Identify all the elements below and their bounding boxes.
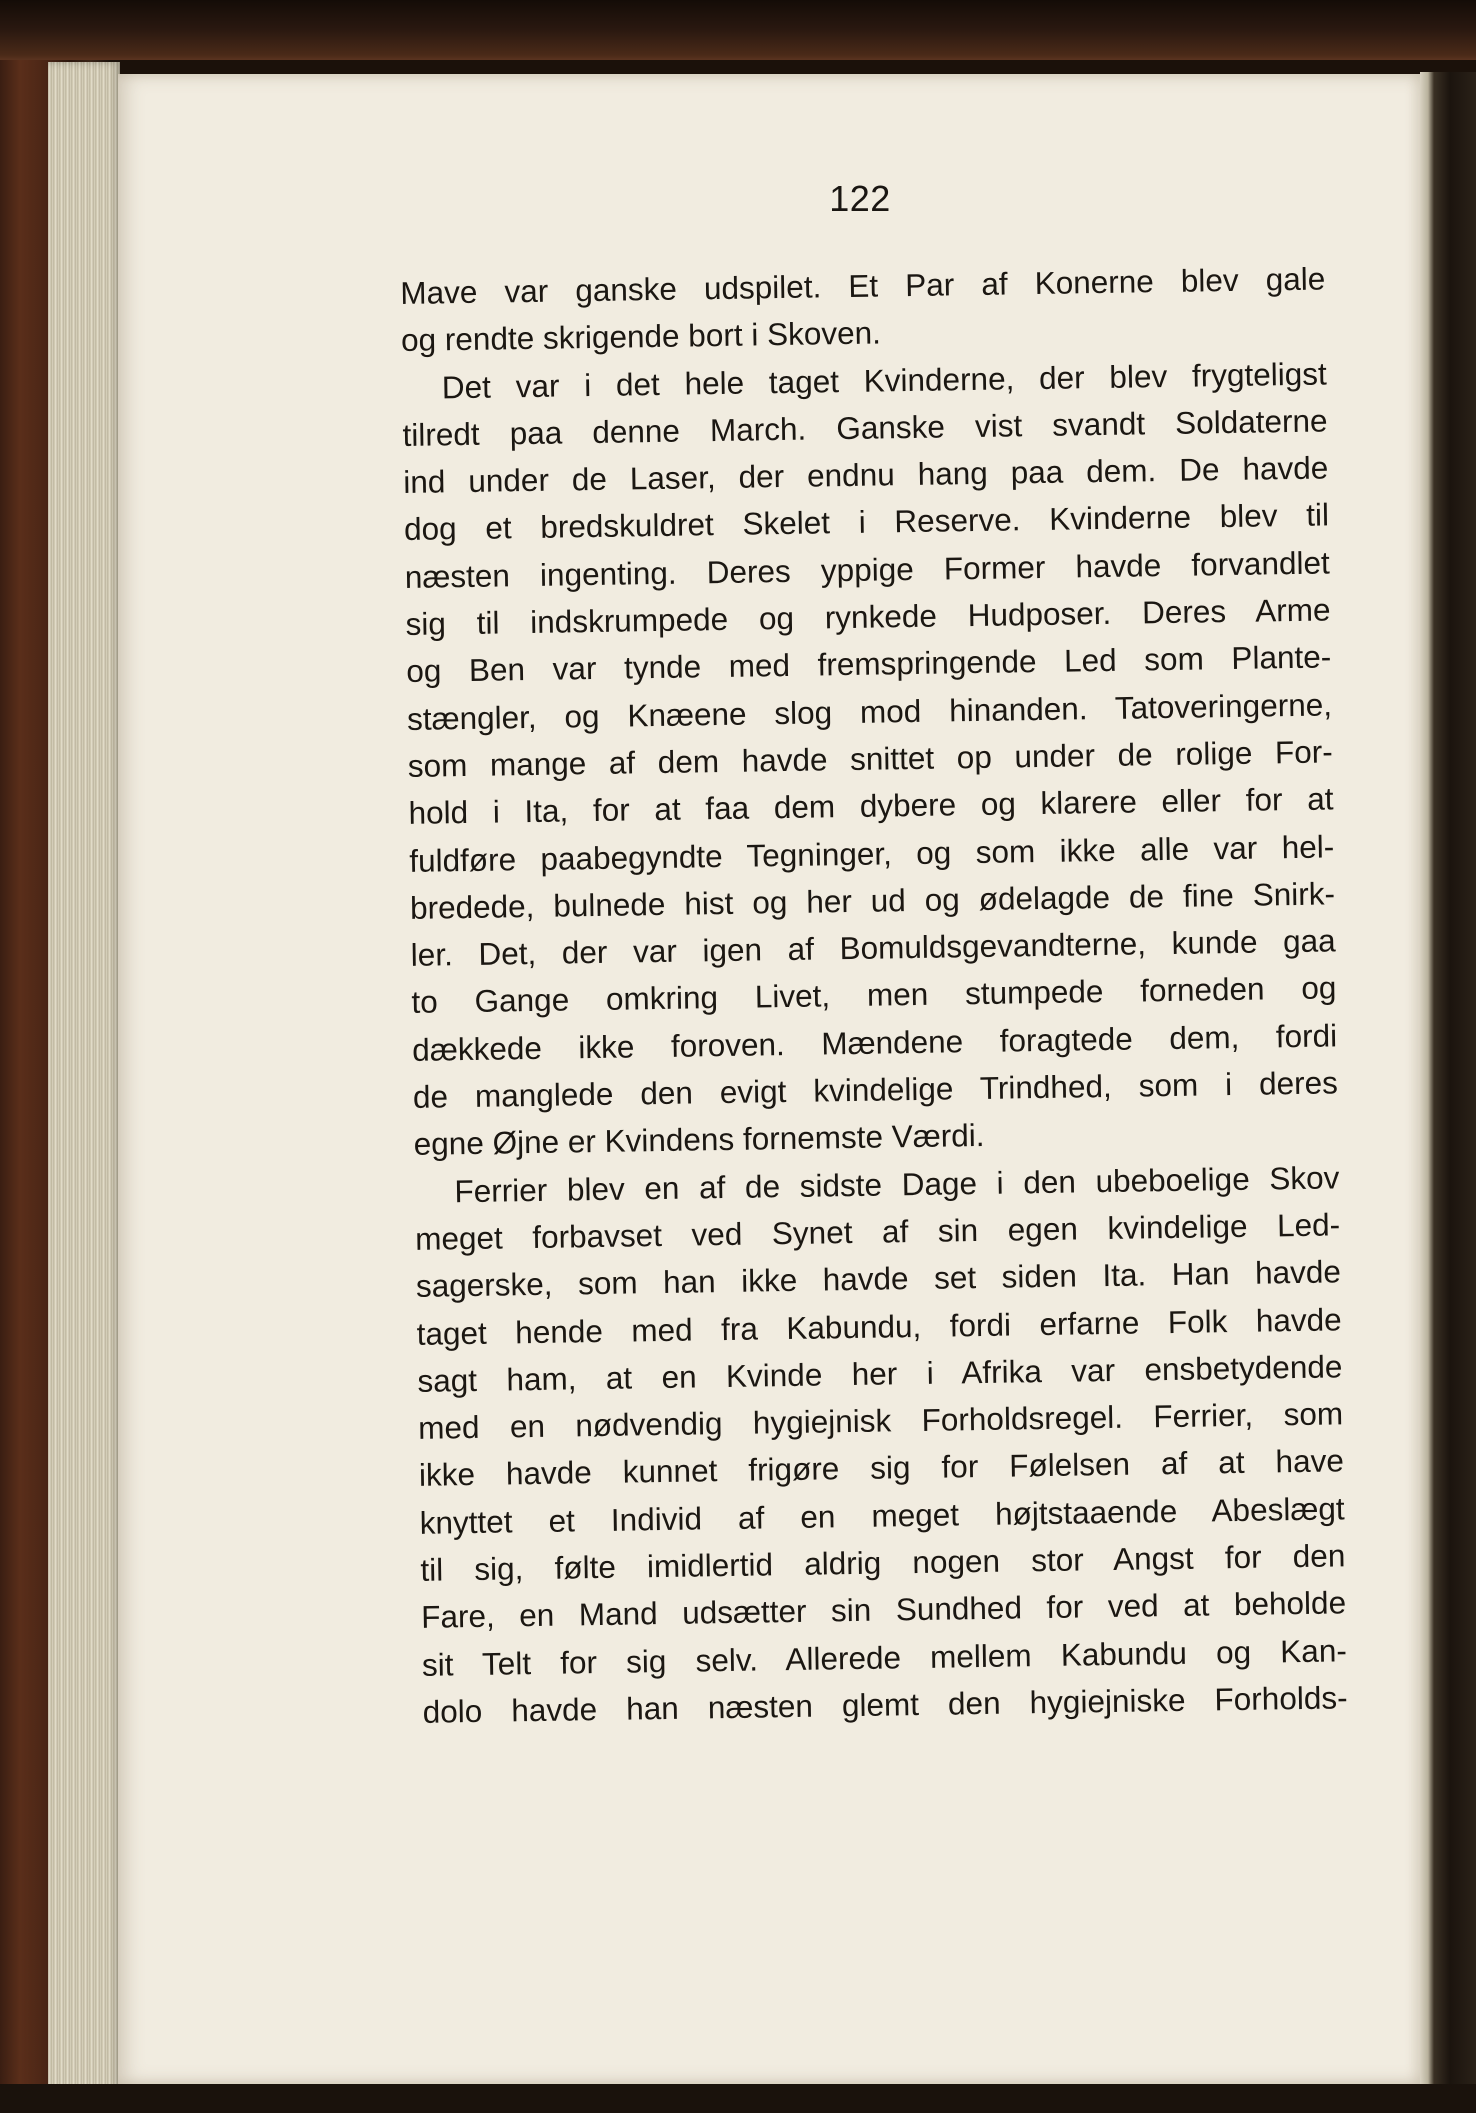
- page-number: 122: [829, 178, 891, 219]
- text-line: ler. Det, der var igen af Bomuldsgevandterne, kunde gaa: [410, 922, 1336, 974]
- text-line: sagerske, som han ikke havde set siden Ita. Han havde: [415, 1253, 1342, 1305]
- text-line: sagt ham, at en Kvinde her i Afrika var ensbetydende: [417, 1348, 1343, 1399]
- text-line: til sig, følte imidlertid aldrig nogen stor Angst for den: [420, 1537, 1346, 1588]
- page-stack-edges: [48, 62, 120, 2092]
- text-line: taget hende med fra Kabundu, fordi erfarne Folk havde: [416, 1300, 1342, 1352]
- page-right-edge: [1420, 72, 1476, 2092]
- text-line: sit Telt for sig selv. Allerede mellem Kabundu og Kan-: [421, 1631, 1348, 1683]
- text-line: ikke havde kunnet frigøre sig for Følelsen af at have: [418, 1442, 1345, 1494]
- text-line: bredede, bulnede hist og her ud og ødelagde de fine Snirk-: [409, 875, 1336, 926]
- text-line: Fare, en Mand udsætter sin Sundhed for ved at beholde: [420, 1584, 1347, 1636]
- text-line: de manglede den evigt kvindelige Trindhed, som i deres: [412, 1064, 1339, 1115]
- text-line: dækkede ikke foroven. Mændene foragtede dem, fordi: [411, 1017, 1338, 1068]
- text-line: med en nødvendig hygiejnisk Forholdsregel. Ferrier, som: [417, 1395, 1344, 1446]
- book-cover-top: [0, 0, 1476, 60]
- text-line: og rendte skrigende bort i Skoven.: [400, 314, 882, 359]
- text-line: tilredt paa denne March. Ganske vist svandt Soldaterne: [402, 402, 1328, 453]
- text-line: Det var i det hele taget Kvinderne, der blev frygteligst: [441, 355, 1328, 405]
- text-line: knyttet et Individ af en meget højtstaaende Abeslægt: [419, 1490, 1345, 1541]
- text-line: fuldføre paabegyndte Tegninger, og som ikke alle var hel-: [408, 827, 1335, 879]
- text-line: hold i Ita, for at faa dem dybere og klarere eller for at: [408, 780, 1334, 832]
- text-line: stængler, og Knæene slog mod hinanden. Tatoveringerne,: [406, 686, 1333, 737]
- scan-bottom-border: [0, 2084, 1476, 2113]
- text-line: som mange af dem havde snittet op under de rolige For-: [407, 733, 1333, 784]
- text-line: egne Øjne er Kvindens fornemste Værdi.: [413, 1117, 985, 1163]
- text-line: Ferrier blev en af de sidste Dage i den ubeboelige Skov: [454, 1158, 1340, 1209]
- text-line: to Gange omkring Livet, men stumpede forneden og: [411, 969, 1337, 1021]
- text-line: og Ben var tynde med fremspringende Led som Plante-: [406, 638, 1332, 690]
- text-line: Mave var ganske udspilet. Et Par af Konerne blev gale: [400, 260, 1326, 311]
- text-line: dog et bredskuldret Skelet i Reserve. Kvinderne blev til: [403, 496, 1330, 548]
- text-line: sig til indskrumpede og rynkede Hudposer. Deres Arme: [405, 591, 1331, 643]
- body-text: [400, 255, 1348, 1736]
- text-line: dolo havde han næsten glemt den hygiejniske Forholds-: [422, 1679, 1348, 1730]
- text-line: næsten ingenting. Deres yppige Former havde forvandlet: [404, 544, 1330, 595]
- text-line: ind under de Laser, der endnu hang paa dem. De havde: [403, 449, 1329, 501]
- text-line: meget forbavset ved Synet af sin egen kvindelige Led-: [414, 1206, 1341, 1257]
